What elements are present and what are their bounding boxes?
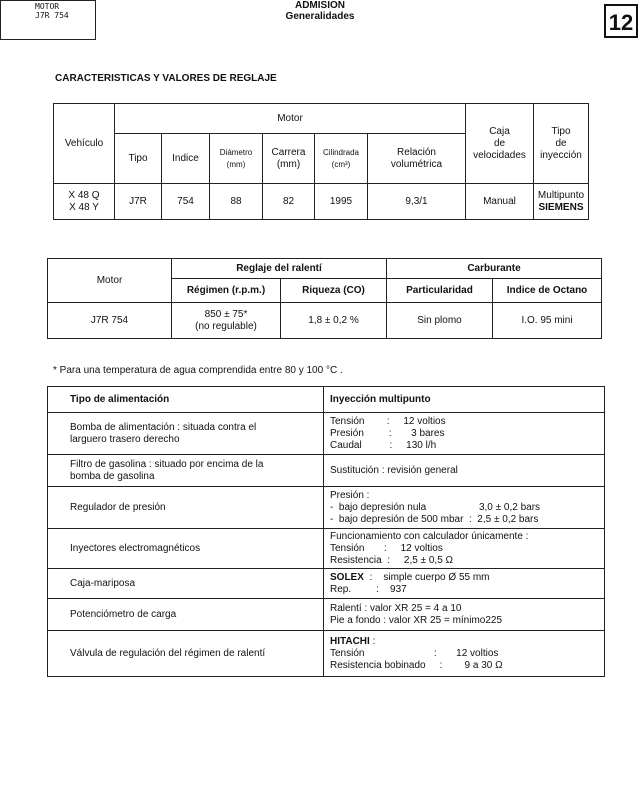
cell-inyeccion <box>534 184 589 220</box>
row-label: Filtro de gasolina : situado por encima de la bomba de gasolina <box>48 455 324 487</box>
col-vehiculo: Vehículo <box>54 104 115 184</box>
page-title <box>286 0 355 22</box>
row-value: Presión : - bajo depresión nula 3,0 ± 0,2 bars - bajo depresión de 500 mbar : 2,5 ± 0,2 bars <box>324 487 605 529</box>
cell-particularidad: Sin plomo <box>387 303 493 339</box>
cell-regimen: 850 ± 75* (no regulable) <box>172 303 281 339</box>
row-label: Potenciómetro de carga <box>48 599 324 631</box>
col-particularidad: Particularidad <box>387 279 493 303</box>
row-value <box>324 631 605 677</box>
page-title-line2: Generalidades <box>285 11 355 22</box>
characteristics-table <box>53 103 589 220</box>
page-title-line1: ADMISION <box>294 0 345 11</box>
col-tipo-alimentacion: Tipo de alimentación <box>48 387 324 413</box>
cell-cilindrada: 1995 <box>315 184 368 220</box>
cell-inyeccion-1: Multipunto <box>537 189 585 201</box>
page-number: 12 <box>604 4 638 38</box>
idle-fuel-table <box>47 258 602 339</box>
row-label: Caja-mariposa <box>48 569 324 599</box>
col-caja <box>466 104 534 184</box>
table-row <box>48 487 605 529</box>
col-carburante: Carburante <box>387 259 602 279</box>
table-row <box>48 569 605 599</box>
table-row <box>48 631 605 677</box>
row-label: Bomba de alimentación : situada contra el larguero trasero derecho <box>48 413 324 455</box>
col-octano: Indice de Octano <box>493 279 602 303</box>
cell-indice: 754 <box>162 184 210 220</box>
row-value <box>324 569 605 599</box>
row-label: Inyectores electromagnéticos <box>48 529 324 569</box>
cell-octano: I.O. 95 mini <box>493 303 602 339</box>
col-tipo: Tipo <box>115 134 162 184</box>
col-relacion: Relación volumétrica <box>368 134 466 184</box>
cell-vehiculo: X 48 Q X 48 Y <box>54 184 115 220</box>
table-row <box>48 529 605 569</box>
col-motor: Motor <box>48 259 172 303</box>
section-label-box <box>0 0 96 40</box>
col-indice: Indice <box>162 134 210 184</box>
cell-riqueza: 1,8 ± 0,2 % <box>281 303 387 339</box>
cell-motor: J7R 754 <box>48 303 172 339</box>
table-row <box>48 599 605 631</box>
brand-hitachi: HITACHI <box>330 635 370 647</box>
brand-solex: SOLEX <box>330 571 364 583</box>
caja-label: Caja de velocidades <box>473 125 526 161</box>
row-value: Sustitución : revisión general <box>324 455 605 487</box>
temperature-note: * Para una temperatura de agua comprendida entre 80 y 100 °C . <box>53 365 343 376</box>
table-row <box>48 413 605 455</box>
table-row <box>48 455 605 487</box>
row-value-text: : simple cuerpo Ø 55 mm Rep. : 937 <box>330 571 490 595</box>
fuel-supply-table <box>47 386 605 677</box>
col-motor: Motor <box>115 104 466 134</box>
section-title: CARACTERISTICAS Y VALORES DE REGLAJE <box>55 73 277 84</box>
section-label-line1: MOTOR <box>35 2 60 11</box>
cell-tipo: J7R <box>115 184 162 220</box>
cell-diametro: 88 <box>210 184 263 220</box>
col-regimen: Régimen (r.p.m.) <box>172 279 281 303</box>
col-riqueza: Riqueza (CO) <box>281 279 387 303</box>
cell-relacion: 9,3/1 <box>368 184 466 220</box>
row-value: Tensión : 12 voltios Presión : 3 bares Caudal : 130 l/h <box>324 413 605 455</box>
col-cilindrada: Cilindrada (cm³) <box>315 134 368 184</box>
section-label-line2: J7R 754 <box>35 11 69 20</box>
col-tipo-inyeccion: Tipo de inyección <box>534 104 589 184</box>
col-carrera: Carrera (mm) <box>263 134 315 184</box>
col-reglaje: Reglaje del ralentí <box>172 259 387 279</box>
table-row <box>54 184 589 220</box>
row-value: Funcionamiento con calculador únicamente : Tensión : 12 voltios Resistencia : 2,5 ± 0,5 Ω <box>324 529 605 569</box>
cell-caja: Manual <box>466 184 534 220</box>
cell-inyeccion-2: SIEMENS <box>538 201 584 213</box>
cell-carrera: 82 <box>263 184 315 220</box>
col-diametro: Diámetro (mm) <box>210 134 263 184</box>
col-inyeccion-multipunto: Inyección multipunto <box>324 387 605 413</box>
row-label: Regulador de presión <box>48 487 324 529</box>
row-value-text: : Tensión : 12 voltios Resistencia bobinado : 9 a 30 Ω <box>330 635 503 671</box>
row-value: Ralentí : valor XR 25 = 4 a 10 Pie a fondo : valor XR 25 = mínimo225 <box>324 599 605 631</box>
row-label: Válvula de regulación del régimen de ralentí <box>48 631 324 677</box>
table-row <box>48 303 602 339</box>
